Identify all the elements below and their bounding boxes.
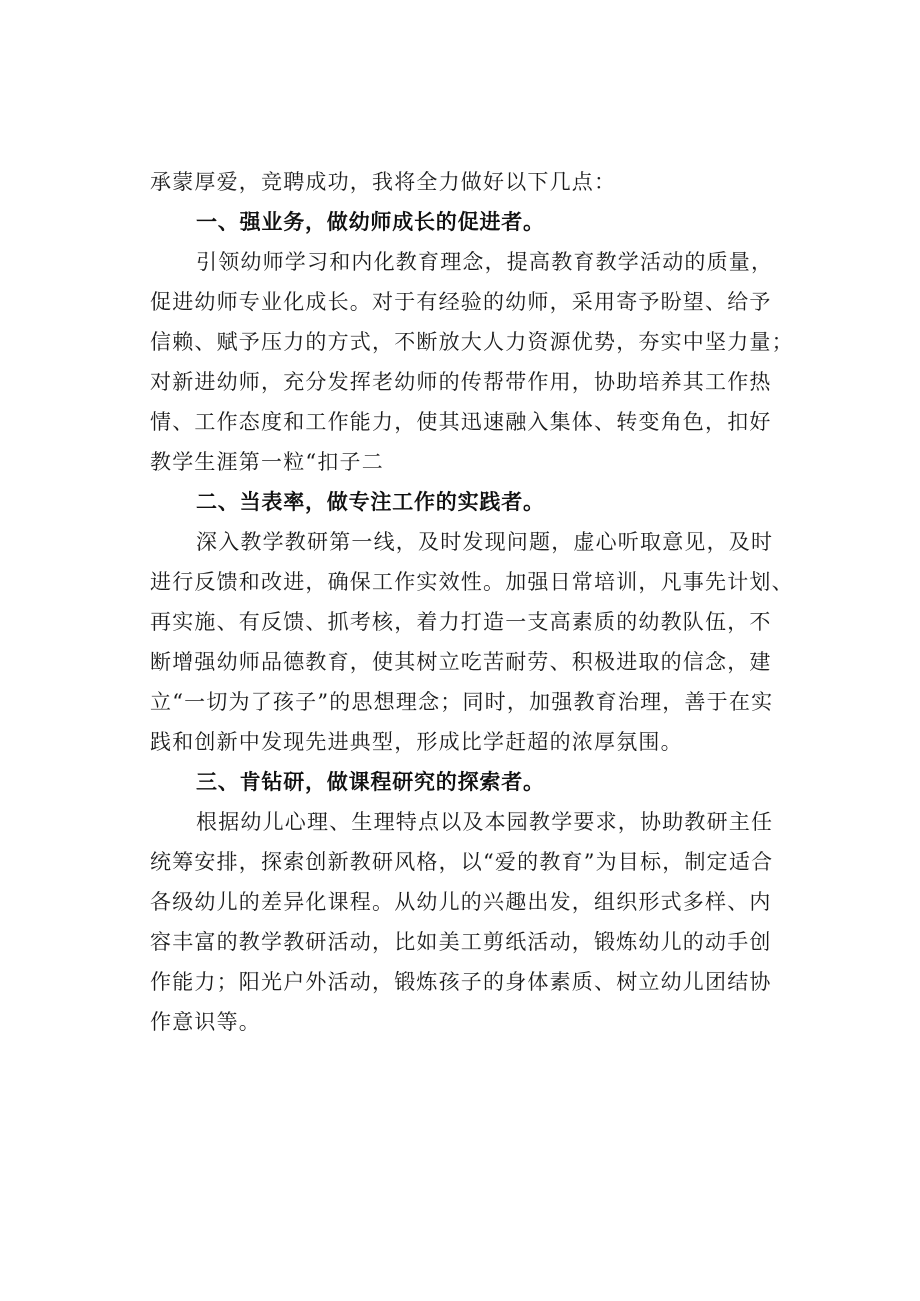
section-1-line: 促进幼师专业化成长。对于有经验的幼师，采用寄予盼望、给予 — [150, 290, 772, 314]
section-2-line: 断增强幼师品德教育，使其树立吃苦耐劳、积极进取的信念，建 — [150, 650, 772, 674]
document-page — [150, 162, 810, 1042]
section-3-line: 根据幼儿心理、生理特点以及本园教学要求，协助教研主任 — [196, 810, 774, 834]
section-1-line: 对新进幼师，充分发挥老幼师的传帮带作用，协助培养其工作热 — [150, 370, 772, 394]
section-2-line: 立“一切为了孩子”的思想理念；同时，加强教育治理，善于在实 — [150, 690, 774, 714]
section-2-line: 进行反馈和改进，确保工作实效性。加强日常培训，凡事先计划、 — [150, 570, 794, 594]
section-3-line: 作能力；阳光户外活动，锻炼孩子的身体素质、树立幼儿团结协 — [150, 970, 772, 994]
section-1-line: 教学生涯第一粒“扣子二 — [150, 450, 384, 474]
section-2-line: 深入教学教研第一线，及时发现问题，虚心听取意见，及时 — [196, 530, 774, 554]
intro-line: 承蒙厚爱，竞聘成功，我将全力做好以下几点： — [150, 170, 617, 194]
section-1-line: 情、工作态度和工作能力，使其迅速融入集体、转变角色，扣好 — [150, 410, 772, 434]
section-3-line: 容丰富的教学教研活动，比如美工剪纸活动，锻炼幼儿的动手创 — [150, 930, 772, 954]
section-3-heading: 三、肯钻研，做课程研究的探索者。 — [196, 770, 545, 794]
section-2-heading: 二、当表率，做专注工作的实践者。 — [196, 490, 545, 514]
section-1-line: 信赖、赋予压力的方式，不断放大人力资源优势，夯实中坚力量； — [150, 330, 794, 354]
section-3-line: 统筹安排，探索创新教研风格，以“爱的教育”为目标，制定适合 — [150, 850, 774, 874]
section-3-line: 各级幼儿的差异化课程。从幼儿的兴趣出发，组织形式多样、内 — [150, 890, 772, 914]
section-2-line: 践和创新中发现先进典型，形成比学赶超的浓厚氛围。 — [150, 730, 683, 754]
section-1-line: 引领幼师学习和内化教育理念，提高教育教学活动的质量， — [196, 250, 774, 274]
section-3-line: 作意识等。 — [150, 1010, 261, 1034]
section-1-heading: 一、强业务，做幼师成长的促进者。 — [196, 210, 545, 234]
section-2-line: 再实施、有反馈、抓考核，着力打造一支高素质的幼教队伍，不 — [150, 610, 772, 634]
